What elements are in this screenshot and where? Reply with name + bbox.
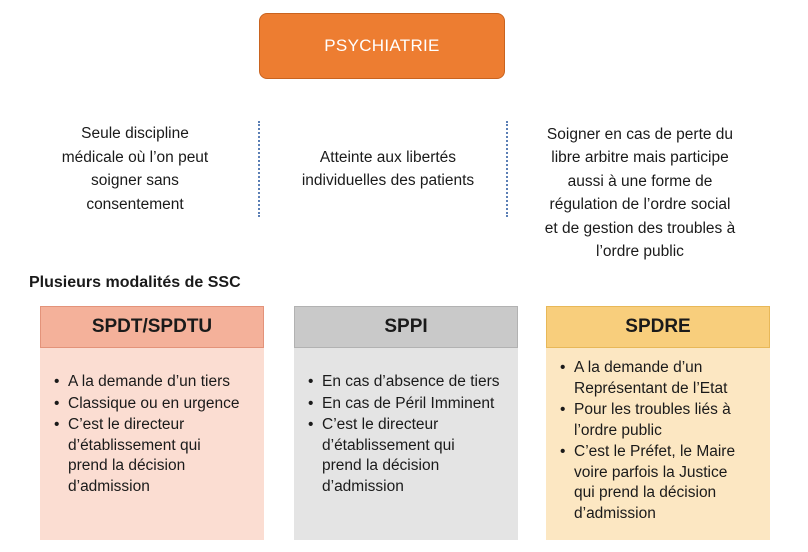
bullet-text: Représentant de l’Etat (574, 379, 728, 397)
bullet-list (560, 358, 760, 524)
bullet-text: d’établissement qui (68, 436, 201, 454)
bullet-item (308, 394, 508, 415)
card-header-spdre (546, 306, 770, 348)
bullet-text: Pour les troubles liés à (574, 401, 731, 418)
description-line: et de gestion des troubles à (544, 219, 736, 237)
description-line: individuelles des patients (301, 172, 475, 189)
bullet-text: d’admission (68, 477, 150, 495)
bullet-list (308, 372, 508, 497)
description-line: Seule discipline (81, 125, 189, 142)
bullet-item (54, 394, 254, 415)
section-title: Plusieurs modalités de SSC (29, 274, 241, 291)
bullet-text: A la demande d’un (574, 359, 703, 376)
psychiatrie-box (259, 13, 505, 79)
description-line: consentement (86, 195, 184, 213)
description-line: soigner sans (91, 172, 179, 189)
bullet-item (54, 415, 254, 497)
bullet-text: prend la décision (68, 457, 186, 474)
bullet-item (560, 358, 760, 399)
description-line: régulation de l’ordre social (549, 196, 731, 213)
description-line: aussi à une forme de (567, 172, 713, 190)
bullet-text: C’est le Préfet, le Maire (574, 443, 736, 460)
psychiatrie-label: PSYCHIATRIE (324, 36, 440, 55)
description-line: l’ordre public (596, 243, 684, 260)
bullet-item (54, 372, 254, 393)
bullet-text: A la demande d’un tiers (68, 373, 230, 390)
bullet-text: d’admission (322, 477, 404, 495)
bullet-list (54, 372, 254, 497)
bullet-text: C’est le directeur (322, 416, 439, 433)
bullet-text: C’est le directeur (68, 416, 185, 433)
description-liberties (272, 145, 504, 193)
bullet-text: d’établissement qui (322, 436, 455, 454)
description-social-order (522, 122, 758, 264)
bullet-item (560, 442, 760, 524)
description-consent (50, 122, 220, 216)
card-title: SPDRE (625, 316, 691, 337)
card-title: SPPI (384, 316, 428, 337)
bullet-item (308, 415, 508, 497)
description-line: libre arbitre mais participe (551, 149, 729, 166)
card-body-sppi (294, 348, 518, 540)
description-line: Soigner en cas de perte du (546, 125, 734, 143)
dotted-divider (506, 121, 508, 217)
bullet-text: En cas de Péril Imminent (322, 394, 495, 412)
bullet-text: voire parfois la Justice (574, 463, 728, 481)
card-body-spdt (40, 348, 264, 540)
bullet-text: d’admission (574, 504, 656, 522)
description-line: médicale où l’on peut (61, 148, 209, 166)
card-title: SPDT/SPDTU (91, 316, 213, 337)
card-body-spdre (546, 348, 770, 540)
card-header-spdt (40, 306, 264, 348)
bullet-text: Classique ou en urgence (68, 394, 240, 412)
card-header-sppi (294, 306, 518, 348)
bullet-text: l’ordre public (574, 421, 662, 439)
bullet-text: prend la décision (322, 457, 440, 474)
bullet-text: qui prend la décision (574, 484, 717, 501)
description-line: Atteinte aux libertés (319, 148, 457, 166)
bullet-text: En cas d’absence de tiers (322, 373, 500, 390)
bullet-item (308, 372, 508, 393)
dotted-divider (258, 121, 260, 217)
bullet-item (560, 400, 760, 441)
